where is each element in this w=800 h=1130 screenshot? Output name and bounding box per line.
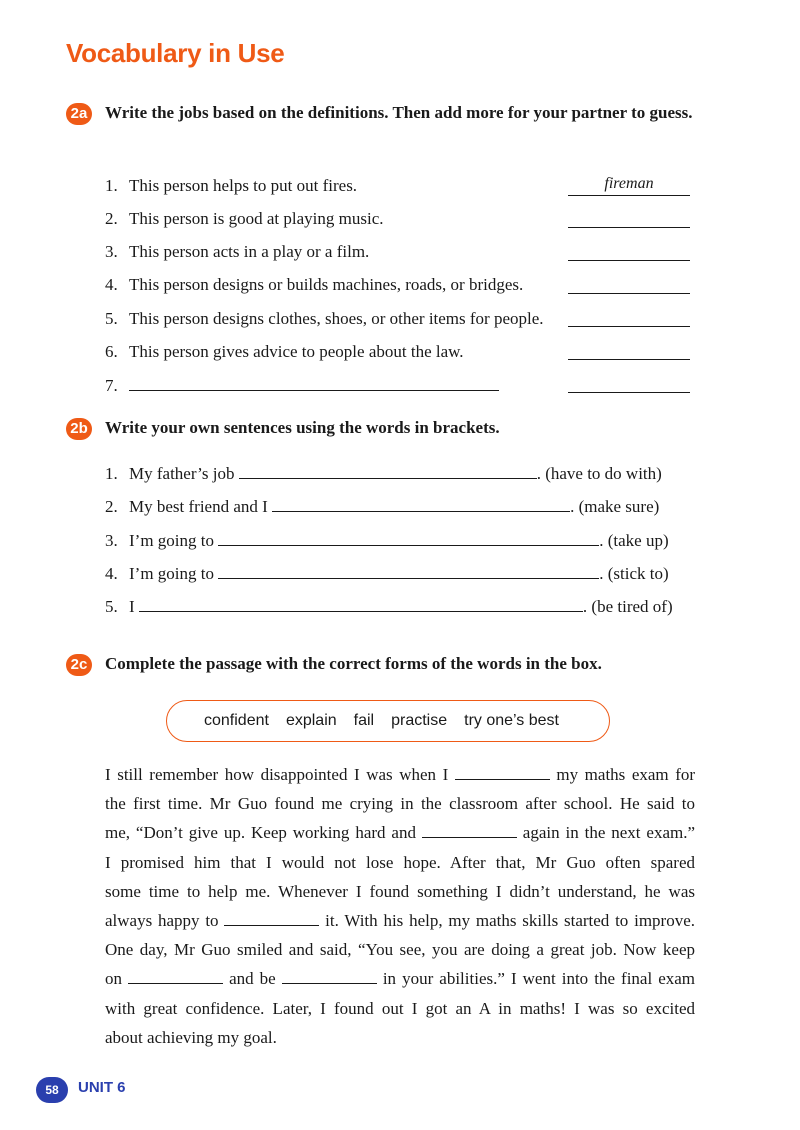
answer-field-3[interactable]	[568, 240, 690, 261]
sentence-field-3[interactable]	[218, 529, 599, 546]
sentence-field-1[interactable]	[239, 462, 537, 479]
page-title: Vocabulary in Use	[66, 38, 285, 68]
list-item: 3. This person acts in a play or a film.	[105, 242, 370, 261]
definition-field-7[interactable]	[129, 374, 499, 391]
list-item: 2. My best friend and I . (make sure)	[105, 497, 660, 516]
passage-blank-4[interactable]	[128, 967, 223, 984]
passage-blank-5[interactable]	[282, 967, 377, 984]
section-badge-2c: 2c	[66, 654, 92, 676]
instruction-2c: Complete the passage with the correct forms of the words in the box.	[105, 654, 602, 673]
list-item: 7.	[105, 374, 499, 397]
answer-field-7[interactable]	[568, 372, 690, 393]
sentence-field-2[interactable]	[272, 495, 570, 512]
list-item: 5. This person designs clothes, shoes, or other items for people.	[105, 309, 544, 328]
word-practise: practise	[391, 712, 448, 729]
answer-field-2[interactable]	[568, 207, 690, 228]
list-item: 5. I . (be tired of)	[105, 597, 673, 616]
sentence-field-4[interactable]	[218, 562, 599, 579]
instruction-2b: Write your own sentences using the words in brackets.	[105, 418, 500, 437]
instruction-2a: Write the jobs based on the definitions. Then add more for your partner to guess.	[105, 103, 693, 122]
word-fail: fail	[353, 712, 375, 729]
list-item: 3. I’m going to . (take up)	[105, 531, 669, 550]
list-item: 4. I’m going to . (stick to)	[105, 564, 669, 583]
sentence-field-5[interactable]	[139, 595, 583, 612]
list-item: 1. My father’s job . (have to do with)	[105, 464, 662, 483]
section-badge-2b: 2b	[66, 418, 92, 440]
unit-label: UNIT 6	[78, 1079, 126, 1096]
page-number: 58	[36, 1077, 68, 1103]
word-explain: explain	[285, 712, 337, 729]
answer-field-4[interactable]	[568, 273, 690, 294]
answer-field-5[interactable]	[568, 306, 690, 327]
section-badge-2a: 2a	[66, 103, 92, 125]
list-item: 1. This person helps to put out fires.	[105, 176, 358, 195]
list-item: 4. This person designs or builds machines, roads, or bridges.	[105, 275, 524, 294]
passage-blank-3[interactable]	[224, 909, 319, 926]
list-item: 6. This person gives advice to people about the law.	[105, 342, 464, 361]
answer-field-1[interactable]: fireman	[568, 175, 690, 196]
answer-field-6[interactable]	[568, 339, 690, 360]
list-item: 2. This person is good at playing music.	[105, 209, 384, 228]
word-box	[166, 700, 610, 742]
passage-blank-2[interactable]	[422, 821, 517, 838]
word-confident: confident	[204, 712, 269, 729]
passage-blank-1[interactable]	[455, 763, 550, 780]
word-try-ones-best: try one’s best	[464, 712, 559, 729]
passage: I still remember how disappointed I was when I my maths exam for the first time. Mr Guo found me crying in the classroom after school. He said to me, “Don’t give up. Keep working hard and again in the next exam.” I promised him that I would not lose hope. After that, Mr Guo often spared some time to help me. Whenever I found something I didn’t understand, he was always happy to it. With his help, my maths skills started to improve. One day, Mr Guo smiled and said, “You see, you are doing a great job. Now keep on and be in your abilities.” I went into the final exam with great confidence. Later, I found out I got an A in maths! I was so excited about achieving my goal.	[105, 765, 696, 1047]
